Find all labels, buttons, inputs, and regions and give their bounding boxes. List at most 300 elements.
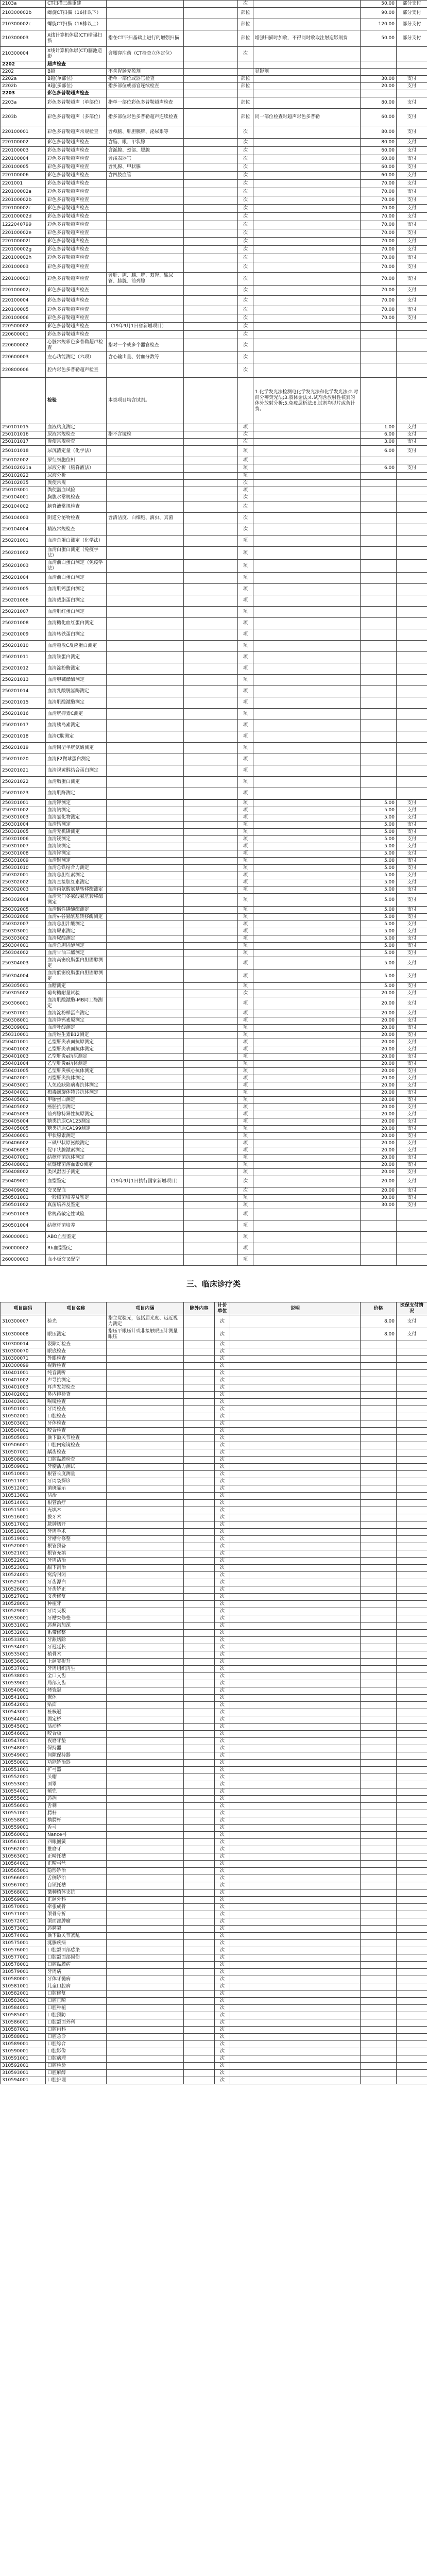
item-unit: 次 xyxy=(215,1457,230,1464)
item-exclusions xyxy=(184,1926,215,1933)
item-price xyxy=(361,1695,397,1702)
item-description xyxy=(230,1882,361,1889)
item-insurance xyxy=(397,1796,427,1803)
item-code: 250102035 xyxy=(1,480,46,487)
item-description xyxy=(253,1147,361,1155)
item-code: 310507001 xyxy=(1,1449,46,1457)
item-unit: 次 xyxy=(215,1933,230,1940)
item-exclusions xyxy=(184,1406,215,1413)
item-exclusions xyxy=(184,731,238,743)
item-content xyxy=(107,547,184,560)
item-description xyxy=(230,1615,361,1622)
item-content xyxy=(107,1926,184,1933)
table-row xyxy=(1,1911,427,1918)
item-description xyxy=(253,1061,361,1068)
item-price xyxy=(361,652,397,663)
item-price xyxy=(361,1875,397,1882)
item-name: 腔内彩色多普勒超声检查 xyxy=(46,363,107,378)
item-description xyxy=(253,1133,361,1140)
item-description xyxy=(253,1097,361,1104)
item-unit: 次 xyxy=(215,1803,230,1810)
item-unit: 次 xyxy=(215,1558,230,1565)
item-code: 250102022 xyxy=(1,473,46,480)
item-code: 310590001 xyxy=(1,2048,46,2055)
item-name: 血清总铁结合力测定 xyxy=(46,865,107,872)
item-insurance xyxy=(397,1810,427,1817)
item-exclusions xyxy=(184,675,238,686)
item-insurance: 支付 xyxy=(397,1126,427,1133)
item-code: 250405005 xyxy=(1,1126,46,1133)
item-code: 1222040799 xyxy=(1,221,46,229)
item-unit: 项 xyxy=(238,641,253,652)
item-exclusions xyxy=(184,513,238,524)
item-content xyxy=(107,1781,184,1788)
table-row xyxy=(1,524,427,536)
item-unit: 次 xyxy=(215,1370,230,1377)
item-unit: 次 xyxy=(238,352,253,363)
item-code: 310541001 xyxy=(1,1695,46,1702)
item-unit: 次 xyxy=(215,1630,230,1637)
item-description xyxy=(253,331,361,339)
table-row xyxy=(1,296,427,306)
item-name: 牙髓活力测试 xyxy=(46,1464,107,1471)
item-description xyxy=(253,254,361,262)
item-exclusions xyxy=(184,663,238,675)
item-unit: 部位 xyxy=(238,30,253,47)
item-content xyxy=(107,1666,184,1673)
item-name: 牙槽骨修整 xyxy=(46,1536,107,1543)
item-exclusions xyxy=(184,1392,215,1399)
item-content: 含肝、胆、胰、脾、双肾、输尿管、膀胱、前列腺 xyxy=(107,273,184,286)
item-exclusions xyxy=(184,1341,215,1348)
item-unit: 项 xyxy=(238,743,253,754)
item-price: 5.00 xyxy=(361,928,397,935)
item-code: 310550001 xyxy=(1,1760,46,1767)
item-price xyxy=(361,487,397,494)
table-row xyxy=(1,109,427,126)
item-description xyxy=(253,352,361,363)
table-row xyxy=(1,69,427,76)
item-unit: 次 xyxy=(215,1882,230,1889)
item-content xyxy=(107,928,184,935)
item-description xyxy=(230,1911,361,1918)
table-row xyxy=(1,1392,427,1399)
item-unit: 项 xyxy=(238,865,253,872)
item-exclusions xyxy=(184,928,238,935)
item-description xyxy=(230,1471,361,1478)
item-description xyxy=(230,1853,361,1861)
item-description xyxy=(230,1392,361,1399)
item-insurance xyxy=(397,1536,427,1543)
item-content xyxy=(107,970,184,983)
item-insurance xyxy=(397,1962,427,1969)
item-exclusions xyxy=(184,1853,215,1861)
item-description xyxy=(253,950,361,957)
item-exclusions xyxy=(184,1817,215,1825)
item-insurance xyxy=(397,1464,427,1471)
item-unit: 次 xyxy=(215,1543,230,1550)
item-price xyxy=(361,1493,397,1500)
table-row xyxy=(1,836,427,843)
item-name: 血清胰岛素测定 xyxy=(46,720,107,731)
item-name: 牙周检查 xyxy=(46,1406,107,1413)
item-code: 250201021 xyxy=(1,765,46,777)
item-insurance: 支付 xyxy=(397,950,427,957)
table-row xyxy=(1,2027,427,2034)
table-row xyxy=(1,1140,427,1147)
item-insurance xyxy=(397,457,427,464)
item-price xyxy=(361,1781,397,1788)
item-price: 20.00 xyxy=(361,1090,397,1097)
item-exclusions xyxy=(184,814,238,822)
item-price xyxy=(361,1709,397,1716)
item-unit: 项 xyxy=(238,1010,253,1017)
item-exclusions xyxy=(184,1471,215,1478)
item-insurance xyxy=(397,1601,427,1608)
table-row xyxy=(1,1962,427,1969)
item-description xyxy=(253,457,361,464)
item-name: 彩色多普勒超声检查 xyxy=(46,296,107,306)
item-content: 含四肢血管 xyxy=(107,172,184,180)
item-unit: 次 xyxy=(215,1507,230,1514)
item-description xyxy=(253,1195,361,1202)
item-description xyxy=(253,501,361,513)
item-unit: 次 xyxy=(215,1839,230,1846)
item-description xyxy=(230,1651,361,1659)
table-row xyxy=(1,1356,427,1363)
item-unit: 次 xyxy=(215,1442,230,1449)
table-row xyxy=(1,306,427,314)
item-content xyxy=(107,2019,184,2027)
table-row xyxy=(1,1666,427,1673)
item-name: 口腔颌面外科 xyxy=(46,2019,107,2027)
item-code: 250301009 xyxy=(1,858,46,865)
item-content xyxy=(107,1147,184,1155)
item-name: 种植牙 xyxy=(46,1601,107,1608)
item-insurance xyxy=(397,501,427,513)
item-content xyxy=(107,595,184,607)
item-exclusions xyxy=(184,777,238,788)
table-row xyxy=(1,1933,427,1940)
item-price xyxy=(361,1565,397,1572)
item-price xyxy=(361,1449,397,1457)
table-row xyxy=(1,560,427,573)
item-description xyxy=(230,1781,361,1788)
item-unit: 次 xyxy=(215,1868,230,1875)
item-exclusions xyxy=(184,1413,215,1420)
item-content xyxy=(107,1507,184,1514)
item-exclusions xyxy=(184,595,238,607)
table-row xyxy=(1,894,427,907)
item-exclusions xyxy=(184,872,238,879)
item-name: 咬合板 xyxy=(46,1731,107,1738)
table-row xyxy=(1,126,427,139)
item-description xyxy=(253,286,361,296)
item-exclusions xyxy=(184,2070,215,2077)
item-price xyxy=(361,1731,397,1738)
item-exclusions xyxy=(184,188,238,196)
table-row xyxy=(1,814,427,822)
item-unit: 项 xyxy=(238,652,253,663)
table-row xyxy=(1,584,427,595)
item-exclusions xyxy=(184,1558,215,1565)
item-description xyxy=(230,1377,361,1384)
item-exclusions xyxy=(184,1032,238,1039)
table-row xyxy=(1,675,427,686)
item-insurance xyxy=(397,1565,427,1572)
item-content xyxy=(107,1140,184,1147)
item-unit: 次 xyxy=(215,1550,230,1558)
item-description xyxy=(253,314,361,323)
item-description xyxy=(253,439,361,446)
item-exclusions xyxy=(184,1209,238,1220)
item-insurance xyxy=(397,1752,427,1760)
item-name: 粪便常规检查 xyxy=(46,439,107,446)
item-name: 血清视黄醇结合蛋白测定 xyxy=(46,765,107,777)
item-name: 血清钠测定 xyxy=(46,807,107,814)
item-code: 310530001 xyxy=(1,1615,46,1622)
item-code: 310531001 xyxy=(1,1622,46,1630)
item-content xyxy=(107,1644,184,1651)
item-name: 血清脂蛋白测定 xyxy=(46,777,107,788)
item-insurance xyxy=(397,1392,427,1399)
item-name: 隐形矫治 xyxy=(46,1868,107,1875)
item-unit: 项 xyxy=(238,1209,253,1220)
table-row xyxy=(1,424,427,431)
item-price: 20.00 xyxy=(361,1133,397,1140)
item-unit: 次 xyxy=(215,2019,230,2027)
table-row xyxy=(1,163,427,172)
item-exclusions xyxy=(184,196,238,205)
item-insurance xyxy=(397,1356,427,1363)
item-name: 口腔颌面部感染 xyxy=(46,1947,107,1954)
item-insurance xyxy=(397,1384,427,1392)
item-price: 20.00 xyxy=(361,1176,397,1187)
item-content xyxy=(107,1752,184,1760)
item-insurance xyxy=(397,788,427,799)
item-code: 250201012 xyxy=(1,663,46,675)
item-description xyxy=(253,424,361,431)
item-exclusions xyxy=(184,1882,215,1889)
item-name: 血小板交叉配型 xyxy=(46,1254,107,1266)
item-exclusions xyxy=(184,1716,215,1724)
item-description xyxy=(230,2034,361,2041)
item-description xyxy=(253,363,361,378)
item-price xyxy=(361,607,397,618)
item-description xyxy=(253,1039,361,1046)
item-price xyxy=(361,1413,397,1420)
item-code xyxy=(1,378,46,424)
item-code: 250104003 xyxy=(1,513,46,524)
item-code: 250409001 xyxy=(1,1176,46,1187)
item-exclusions xyxy=(184,487,238,494)
item-name: 口腔种植 xyxy=(46,2005,107,2012)
item-price: 5.00 xyxy=(361,822,397,829)
item-description xyxy=(230,1709,361,1716)
item-price: 5.00 xyxy=(361,800,397,807)
item-exclusions xyxy=(184,1947,215,1954)
item-code: 310581001 xyxy=(1,1983,46,1990)
item-unit: 次 xyxy=(215,1377,230,1384)
item-insurance: 支付 xyxy=(397,997,427,1010)
item-content xyxy=(107,652,184,663)
item-name: 视野检查 xyxy=(46,1363,107,1370)
table-row xyxy=(1,1039,427,1046)
table-row xyxy=(1,1594,427,1601)
item-name: 血清铁测定 xyxy=(46,843,107,850)
item-insurance xyxy=(397,323,427,331)
table-row xyxy=(1,1220,427,1232)
item-exclusions xyxy=(184,1543,215,1550)
item-insurance: 支付 xyxy=(397,928,427,935)
item-exclusions xyxy=(184,139,238,147)
item-code: 310551001 xyxy=(1,1767,46,1774)
item-content xyxy=(107,607,184,618)
item-content xyxy=(107,424,184,431)
table-row xyxy=(1,1796,427,1803)
table-row xyxy=(1,1449,427,1457)
item-price xyxy=(361,1998,397,2005)
item-price: 1.00 xyxy=(361,424,397,431)
item-description xyxy=(253,47,361,61)
item-description xyxy=(230,1933,361,1940)
item-unit: 次 xyxy=(238,480,253,487)
table-row xyxy=(1,1053,427,1061)
item-content xyxy=(107,807,184,814)
item-name: 牙体牙髓病 xyxy=(46,1976,107,1983)
item-description xyxy=(230,1889,361,1897)
item-code: 250306001 xyxy=(1,997,46,1010)
item-description xyxy=(230,1875,361,1882)
item-code: 250408002 xyxy=(1,1169,46,1176)
item-insurance: 支付 xyxy=(397,180,427,188)
item-code: 310502001 xyxy=(1,1413,46,1420)
item-name: 彩色多普勒超声检查 xyxy=(46,246,107,254)
item-exclusions xyxy=(184,352,238,363)
item-code: 210300004 xyxy=(1,47,46,61)
item-unit: 项 xyxy=(238,675,253,686)
item-insurance: 支付 xyxy=(397,1140,427,1147)
item-code: 310575001 xyxy=(1,1940,46,1947)
item-name: 彩色多普勒超声检查 xyxy=(46,254,107,262)
item-exclusions xyxy=(184,720,238,731)
item-price xyxy=(361,2055,397,2063)
item-description xyxy=(253,1082,361,1090)
item-code: 250102002 xyxy=(1,457,46,464)
item-code: 250301004 xyxy=(1,822,46,829)
item-code: 310579001 xyxy=(1,1969,46,1976)
item-name: X线计算机体层(CT)增强扫描 xyxy=(46,30,107,47)
item-unit: 项 xyxy=(238,1061,253,1068)
table-row xyxy=(1,378,427,424)
item-content xyxy=(107,743,184,754)
item-insurance xyxy=(397,1738,427,1745)
item-code: 220100002g xyxy=(1,246,46,254)
item-exclusions xyxy=(184,97,238,109)
item-price xyxy=(361,1651,397,1659)
item-price: 20.00 xyxy=(361,1032,397,1039)
item-description xyxy=(230,1695,361,1702)
item-code: 250201008 xyxy=(1,618,46,629)
table-row xyxy=(1,1155,427,1162)
item-price xyxy=(361,595,397,607)
item-name: 糖类抗原CA125测定 xyxy=(46,1118,107,1126)
item-content xyxy=(107,1803,184,1810)
item-code: 310561001 xyxy=(1,1839,46,1846)
item-description xyxy=(230,1630,361,1637)
table-row xyxy=(1,513,427,524)
item-description xyxy=(253,172,361,180)
item-price xyxy=(361,1601,397,1608)
item-unit: 次 xyxy=(215,1608,230,1615)
item-code: 310522001 xyxy=(1,1558,46,1565)
item-price: 80.00 xyxy=(361,139,397,147)
item-description xyxy=(230,1529,361,1536)
item-insurance xyxy=(397,1550,427,1558)
item-content xyxy=(107,697,184,709)
item-description xyxy=(230,1724,361,1731)
item-insurance xyxy=(397,1413,427,1420)
item-name: 微种植体支抗 xyxy=(46,1889,107,1897)
item-description xyxy=(230,1348,361,1356)
item-content xyxy=(107,1731,184,1738)
item-content xyxy=(107,254,184,262)
item-unit: 次 xyxy=(215,1420,230,1428)
item-exclusions xyxy=(184,829,238,836)
item-code: 310562001 xyxy=(1,1846,46,1853)
item-insurance: 支付 xyxy=(397,1010,427,1017)
item-exclusions xyxy=(184,2012,215,2019)
item-exclusions xyxy=(184,229,238,238)
item-unit: 次 xyxy=(238,139,253,147)
item-code: 310585001 xyxy=(1,2012,46,2019)
table-row xyxy=(1,8,427,19)
item-unit: 项 xyxy=(238,957,253,970)
item-insurance xyxy=(397,1579,427,1586)
item-insurance xyxy=(397,1853,427,1861)
item-unit: 次 xyxy=(238,314,253,323)
item-exclusions xyxy=(184,1162,238,1169)
item-unit: 次 xyxy=(215,2005,230,2012)
item-unit: 项 xyxy=(238,765,253,777)
item-insurance: 支付 xyxy=(397,97,427,109)
item-price xyxy=(361,1687,397,1695)
item-description xyxy=(253,163,361,172)
item-content xyxy=(107,1032,184,1039)
item-exclusions xyxy=(184,1832,215,1839)
item-price xyxy=(361,501,397,513)
item-content: 指多部位或器官连续检查 xyxy=(107,83,184,90)
item-code: 220100002i xyxy=(1,273,46,286)
item-content: 含浅表器官 xyxy=(107,155,184,163)
item-content xyxy=(107,1846,184,1853)
item-content xyxy=(107,865,184,872)
item-unit: 次 xyxy=(215,1825,230,1832)
table-row xyxy=(1,1954,427,1962)
item-content xyxy=(107,1918,184,1926)
item-unit: 项 xyxy=(238,536,253,547)
item-price xyxy=(361,1572,397,1579)
item-content xyxy=(107,1090,184,1097)
item-content xyxy=(107,314,184,323)
item-name: 龋齿检查 xyxy=(46,1449,107,1457)
item-content xyxy=(107,1348,184,1356)
item-exclusions xyxy=(184,30,238,47)
item-price xyxy=(361,1846,397,1853)
item-description xyxy=(253,990,361,997)
item-insurance: 支付 xyxy=(397,155,427,163)
item-content xyxy=(107,439,184,446)
